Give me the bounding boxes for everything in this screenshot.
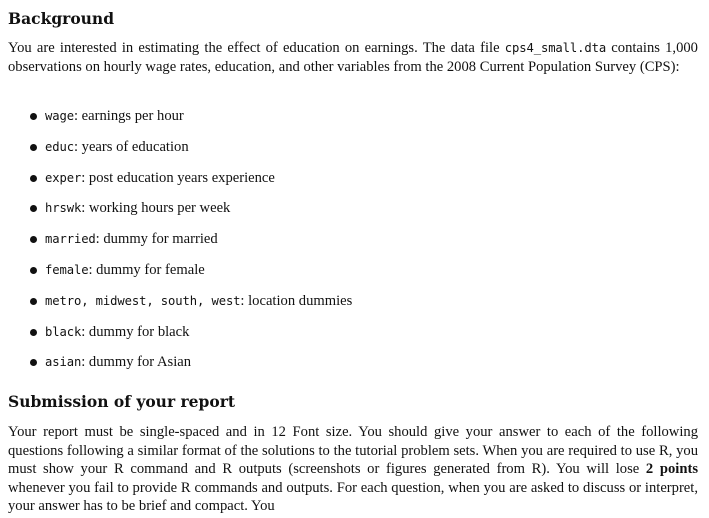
- list-item: [8, 106, 698, 137]
- variable-description: : post education years experience: [81, 169, 275, 186]
- list-item: [8, 352, 698, 383]
- variable-name: asian: [45, 355, 82, 370]
- variable-name: metro, midwest, south, west: [45, 293, 241, 308]
- variable-name: black: [45, 324, 82, 339]
- variable-name: wage: [45, 109, 74, 123]
- submission-text-end: whenever you fail to provide R commands and outputs. For each question, when you are asked to discuss or interpret, your answer has to be brief and compact. You: [8, 479, 698, 515]
- submission-text-start: Your report must be single-spaced and in 12 Font size. You should give your answer to each of the following questions following a similar format of the solutions to the tutorial problem sets. When you are required to use R, you must show your R command and R outputs (screenshots or figures generated from R). You will lose: [8, 424, 698, 478]
- variable-description: : dummy for black: [81, 323, 190, 340]
- list-item: [8, 168, 698, 199]
- bullet-icon: [30, 359, 37, 366]
- list-item: [8, 198, 698, 229]
- bullet-icon: [30, 267, 37, 274]
- list-item: [8, 260, 698, 291]
- background-text-start: You are interested in estimating the effect of education on earnings. The data file: [8, 40, 505, 56]
- variable-description: : dummy for Asian: [81, 354, 192, 371]
- background-heading: Background: [8, 9, 115, 28]
- bullet-icon: [30, 113, 37, 120]
- bullet-icon: [30, 329, 37, 336]
- variable-description: : dummy for female: [88, 261, 205, 278]
- list-item: [8, 137, 698, 168]
- variable-description: : location dummies: [240, 292, 353, 309]
- penalty-points: 2 points: [645, 461, 698, 478]
- submission-heading: Submission of your report: [8, 392, 236, 411]
- bullet-icon: [30, 205, 37, 212]
- variable-description: : dummy for married: [95, 231, 218, 248]
- submission-paragraph: [8, 423, 698, 516]
- variable-name: educ: [45, 139, 74, 154]
- variable-name: exper: [45, 170, 82, 185]
- bullet-icon: [30, 298, 37, 305]
- list-item: [8, 322, 698, 353]
- bullet-icon: [30, 175, 37, 182]
- variable-name: married: [45, 232, 96, 247]
- variable-description: : working hours per week: [81, 200, 231, 217]
- variable-list: [8, 106, 698, 383]
- bullet-icon: [30, 144, 37, 151]
- list-item: [8, 229, 698, 260]
- background-paragraph: [8, 39, 698, 76]
- variable-description: : earnings per hour: [73, 108, 184, 124]
- data-file-name: cps4_small.dta: [504, 41, 607, 55]
- bullet-icon: [30, 236, 37, 243]
- background-text-end: contains 1,000 observations on hourly wage rates, education, and other variables from the 2008 Current Population Survey (CPS):: [8, 40, 698, 75]
- list-item: [8, 291, 698, 322]
- variable-name: hrswk: [45, 201, 82, 216]
- variable-description: : years of education: [73, 138, 189, 155]
- variable-name: female: [45, 262, 89, 277]
